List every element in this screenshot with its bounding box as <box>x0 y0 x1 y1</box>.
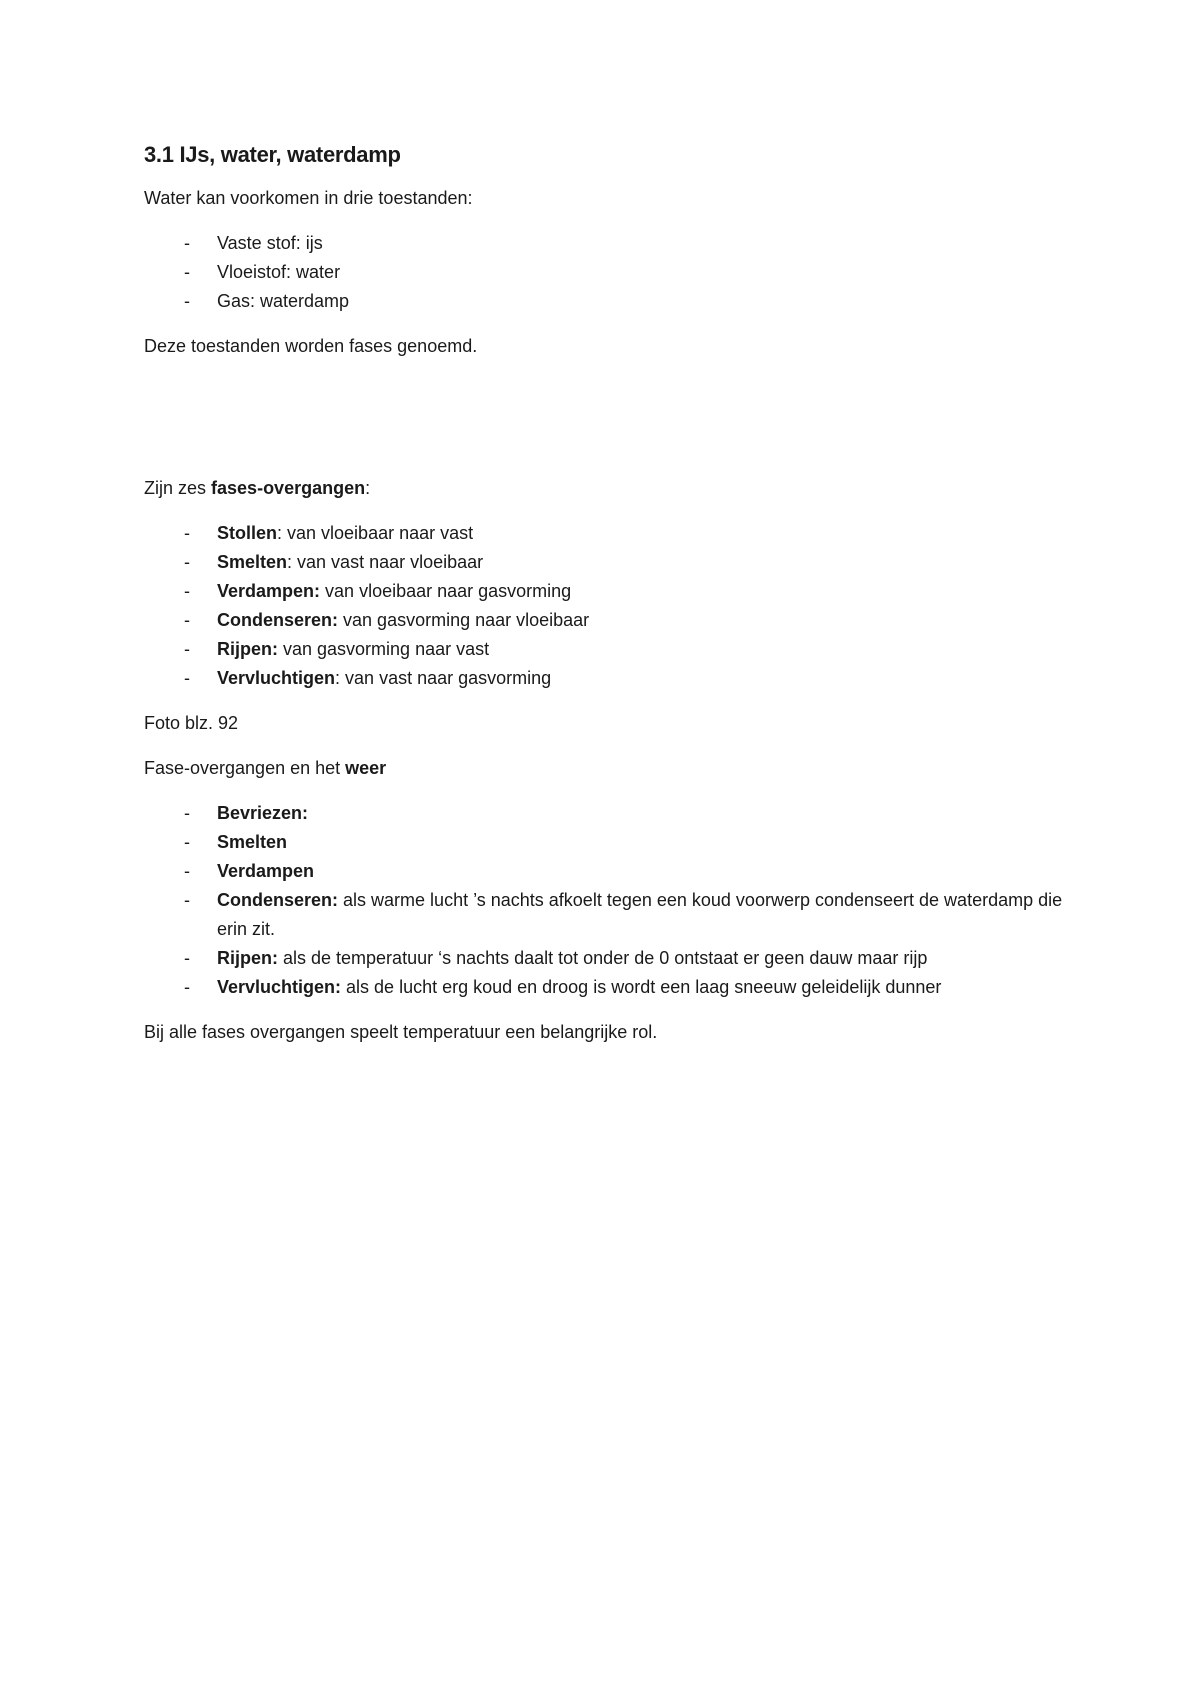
intro-paragraph: Water kan voorkomen in drie toestanden: <box>144 188 473 208</box>
list-item <box>144 973 1064 1002</box>
intro-bold-text: fases-overgangen <box>211 478 366 498</box>
bullet-dash: - <box>184 233 190 253</box>
item-description: als warme lucht ’s nachts afkoelt tegen een koud voorwerp condenseert de waterdamp die erin zit. <box>217 890 1063 939</box>
item-term: Condenseren: <box>217 890 339 910</box>
list-item <box>144 857 1064 886</box>
blank-space <box>144 377 1064 474</box>
page-title: 3.1 IJs, water, waterdamp <box>144 142 401 167</box>
item-term: Vervluchtigen: <box>217 977 342 997</box>
item-description: van gasvorming naar vloeibaar <box>338 610 590 630</box>
document-body <box>144 140 1064 1063</box>
bullet-dash: - <box>184 581 190 601</box>
item-description: ijs <box>300 233 323 253</box>
list-item <box>144 664 1064 693</box>
transitions-list <box>144 519 1064 693</box>
item-term: Smelten <box>217 832 288 852</box>
item-term: Verdampen <box>217 861 315 881</box>
item-term: Vloeistof: <box>217 262 292 282</box>
item-description: van vloeibaar naar gasvorming <box>320 581 572 601</box>
item-term: Bevriezen: <box>217 803 309 823</box>
weather-intro <box>144 754 1064 783</box>
bullet-dash: - <box>184 291 190 311</box>
list-item <box>144 548 1064 577</box>
bullet-dash: - <box>184 639 190 659</box>
item-term: Gas: <box>217 291 256 311</box>
transitions-intro <box>144 474 1064 503</box>
item-description: van gasvorming naar vast <box>278 639 490 659</box>
bullet-dash: - <box>184 523 190 543</box>
states-list <box>144 229 1064 316</box>
bullet-dash: - <box>184 803 190 823</box>
item-term: Condenseren: <box>217 610 339 630</box>
list-item <box>144 886 1064 944</box>
item-term: Rijpen: <box>217 639 278 659</box>
states-note: Deze toestanden worden fases genoemd. <box>144 336 478 356</box>
bullet-dash: - <box>184 668 190 688</box>
item-term: Stollen <box>217 523 278 543</box>
bullet-dash: - <box>184 948 190 968</box>
intro-bold-text: weer <box>345 758 387 778</box>
item-term: Verdampen: <box>217 581 321 601</box>
item-description: : van vloeibaar naar vast <box>277 523 474 543</box>
item-description: water <box>291 262 341 282</box>
list-item <box>144 287 1064 316</box>
bullet-dash: - <box>184 552 190 572</box>
photo-reference: Foto blz. 92 <box>144 713 239 733</box>
list-item <box>144 519 1064 548</box>
weather-list <box>144 799 1064 1002</box>
bullet-dash: - <box>184 890 190 910</box>
list-item <box>144 606 1064 635</box>
item-term: Smelten <box>217 552 288 572</box>
list-item <box>144 229 1064 258</box>
item-term: Rijpen: <box>217 948 278 968</box>
item-term: Vervluchtigen <box>217 668 336 688</box>
bullet-dash: - <box>184 861 190 881</box>
list-item <box>144 635 1064 664</box>
list-item <box>144 799 1064 828</box>
intro-text: Fase-overgangen en het <box>144 758 346 778</box>
bullet-dash: - <box>184 832 190 852</box>
intro-colon: : <box>365 478 371 498</box>
conclusion-paragraph: Bij alle fases overgangen speelt temperatuur een belangrijke rol. <box>144 1022 658 1042</box>
item-description: als de temperatuur ‘s nachts daalt tot onder de 0 ontstaat er geen dauw maar rijp <box>278 948 928 968</box>
item-description: waterdamp <box>255 291 350 311</box>
bullet-dash: - <box>184 610 190 630</box>
item-description: : van vast naar vloeibaar <box>287 552 484 572</box>
item-description: : van vast naar gasvorming <box>335 668 552 688</box>
bullet-dash: - <box>184 977 190 997</box>
list-item <box>144 258 1064 287</box>
bullet-dash: - <box>184 262 190 282</box>
intro-text: Zijn zes <box>144 478 212 498</box>
item-description: als de lucht erg koud en droog is wordt een laag sneeuw geleidelijk dunner <box>341 977 942 997</box>
list-item <box>144 828 1064 857</box>
list-item <box>144 577 1064 606</box>
list-item <box>144 944 1064 973</box>
item-term: Vaste stof: <box>217 233 301 253</box>
